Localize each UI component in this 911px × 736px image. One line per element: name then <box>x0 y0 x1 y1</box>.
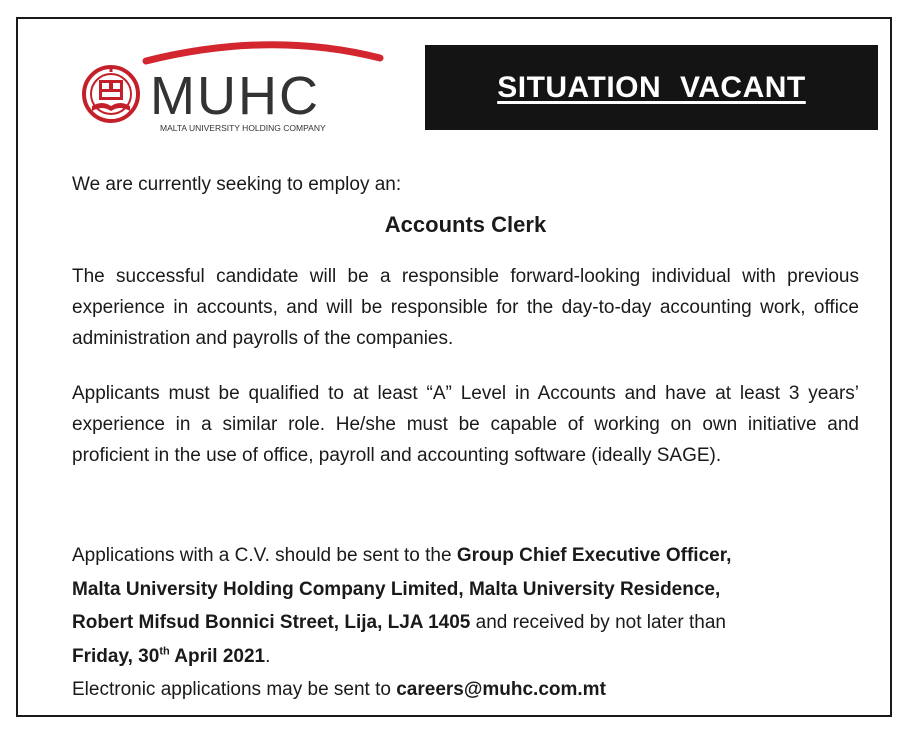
muhc-logo <box>80 36 390 136</box>
logo-arc <box>146 45 380 61</box>
application-lead: Applications with a C.V. should be sent to the <box>72 545 457 566</box>
deadline-period: . <box>265 645 271 667</box>
position-title: Accounts Clerk <box>384 212 547 237</box>
deadline-date: Friday, 30th April 2021 <box>72 645 266 667</box>
requirements-paragraph: Applicants must be qualified to at least “A” Level in Accounts and have at least 3 years’ experience in a similar role. He/she must be capable of working on own initiative and proficient in the use of office, payroll and accounting software (ideally SAGE). <box>72 383 859 466</box>
application-instructions <box>72 539 859 707</box>
careers-email[interactable]: careers@muhc.com.mt <box>396 679 606 700</box>
logo-subtitle: MALTA UNIVERSITY HOLDING COMPANY <box>160 123 326 133</box>
recipient-organisation: Malta University Holding Company Limited, Malta University Residence, <box>72 578 721 600</box>
description-paragraph: The successful candidate will be a responsible forward-looking individual with previous experience in accounts, and will be responsible for the day-to-day accounting work, office administration and payrolls of the companies. <box>72 266 859 349</box>
banner-title: SITUATION VACANT <box>497 70 806 104</box>
crest-icon <box>84 67 138 121</box>
recipient-title: Group Chief Executive Officer, <box>456 545 732 566</box>
logo-wordmark: MUHC <box>150 66 320 126</box>
electronic-lead: Electronic applications may be sent to <box>72 679 397 700</box>
situation-vacant-banner <box>425 45 878 130</box>
recipient-address: Robert Mifsud Bonnici Street, Lija, LJA 1405 <box>72 612 471 633</box>
intro-text: We are currently seeking to employ an: <box>72 174 402 195</box>
deadline-lead: and received by not later than <box>470 612 726 633</box>
